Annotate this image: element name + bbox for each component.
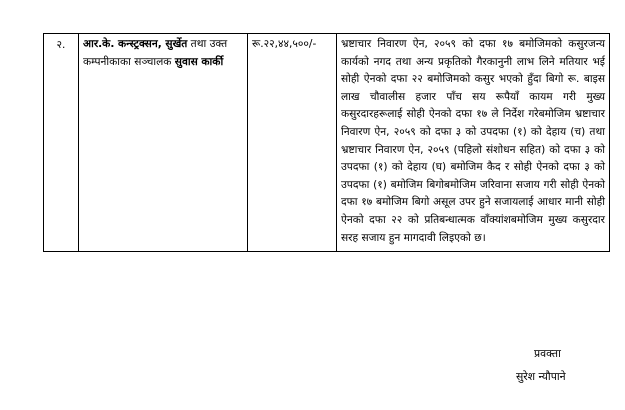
row-number: २. <box>44 34 79 252</box>
party-person: सुवास कार्की <box>174 55 224 68</box>
party-name: आर.के. कन्स्ट्रक्सन, सुर्खेत <box>83 38 188 50</box>
description-cell: भ्रष्टाचार निवारण ऐन, २०५९ को दफा १७ बमोजिमको कसुरजन्य कार्यको नगद तथा अन्य प्रकृतिको गैरकानुनी लाभ लिने मतियार भई सोही ऐनको दफा २२ बमोजिमको कसुर भएको हुँदा बिगो रू. बाइस लाख चौवालीस हजार पाँच सय रूपैयाँ कायम गरी मुख्य कसुरदारहरूलाई सोही ऐनको दफा १७ ले निर्देश गरेबमोजिम भ्रष्टाचार निवारण ऐन, २०५९ को दफा ३ को उपदफा (१) को देहाय (च) तथा भ्रष्टाचार निवारण ऐन, २०५९ (पहिलो संशोधन सहित) को दफा ३ को उपदफा (१) को देहाय (घ) बमोजिम कैद र सोही ऐनको दफा ३ को उपदफा (१) बमोजिम बिगोबमोजिम जरिवाना सजाय गरी सोही ऐनको दफा १७ बमोजिम बिगो असूल उपर हुने सजायलाई आधार मानी सोही ऐनको दफा २२ को प्रतिबन्धात्मक वाँक्यांशबमोजिम मुख्य कसुरदार सरह सजाय हुन मागदावी लिइएको छ। <box>337 34 610 252</box>
case-table <box>43 33 610 252</box>
party-cell <box>79 34 248 252</box>
table-row <box>44 34 610 252</box>
spokesperson-title: प्रवक्ता <box>534 347 561 360</box>
amount-cell: रू.२२,४४,५००/- <box>248 34 337 252</box>
party-relation: तथा उक्त कम्पनीकाका सञ्चालक <box>83 38 228 68</box>
signature-block <box>516 342 566 388</box>
spokesperson-name: सुरेश न्यौपाने <box>516 370 566 383</box>
